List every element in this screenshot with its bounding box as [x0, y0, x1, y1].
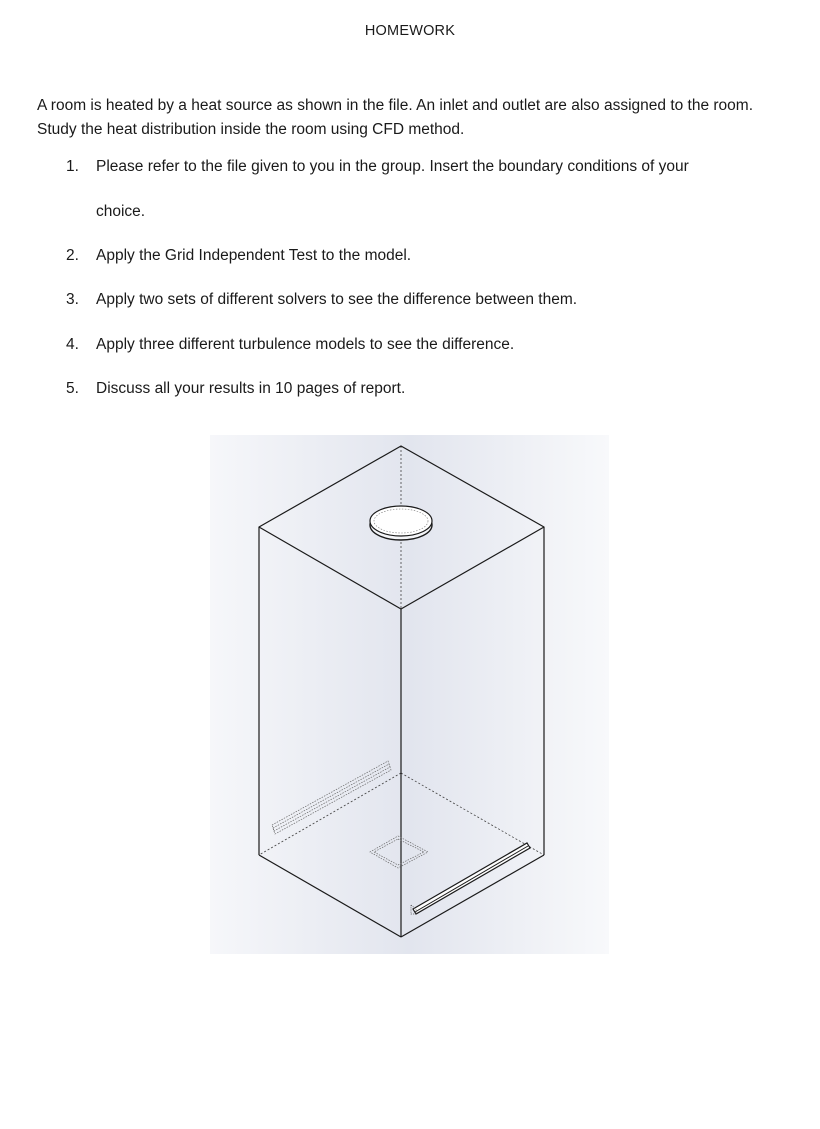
room-model-figure: [210, 435, 609, 954]
task-text: Please refer to the file given to you in the group. Insert the boundary conditions of your: [96, 158, 689, 175]
task-text: Discuss all your results in 10 pages of report.: [96, 380, 406, 397]
task-number: 1.: [66, 158, 79, 175]
task-number: 3.: [66, 291, 79, 308]
page-title: HOMEWORK: [364, 23, 456, 39]
task-text: Apply the Grid Independent Test to the model.: [96, 247, 412, 264]
task-text: Apply three different turbulence models to see the difference.: [96, 336, 515, 353]
task-text: Apply two sets of different solvers to see the difference between them.: [96, 291, 578, 308]
task-number: 2.: [66, 247, 79, 264]
task-number: 4.: [66, 336, 79, 353]
outlet-vent: [370, 506, 432, 540]
task-text-continuation: choice.: [96, 203, 146, 220]
intro-paragraph: A room is heated by a heat source as shown in the file. An inlet and outlet are also assigned to the room. Study the heat distribution inside the room using CFD method.: [37, 97, 754, 138]
room-isometric-model-icon: [210, 435, 609, 954]
task-number: 5.: [66, 380, 79, 397]
